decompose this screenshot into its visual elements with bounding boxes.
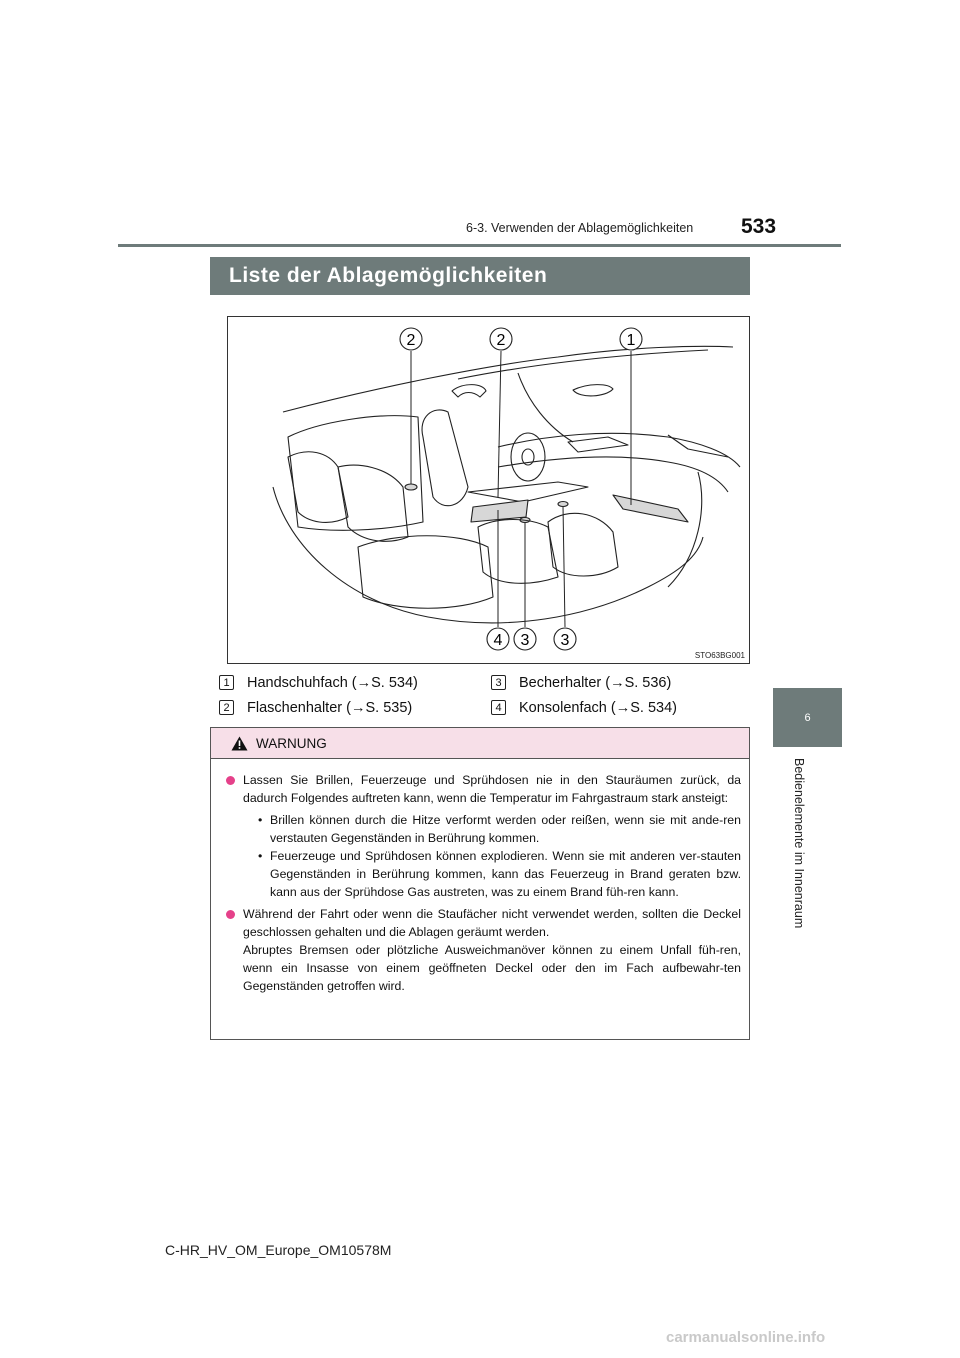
warning-title: WARNUNG: [256, 735, 327, 751]
legend-text: Becherhalter (→S. 536): [519, 675, 672, 691]
warning-subitem-text: Feuerzeuge und Sprühdosen können explodieren. Wenn sie mit anderen ver-stauten Gegenständen in Berührung kommen, kann das Feuerzeug in Brand geraten bzw. kann aus der Sprühdose Gas austreten, was zu einem Brand füh-ren kann.: [270, 849, 741, 899]
header-rule: [118, 244, 841, 247]
warning-sublist: [243, 811, 741, 901]
chapter-tab[interactable]: [773, 688, 842, 747]
running-header-section: 6-3. Verwenden der Ablagemöglichkeiten: [466, 221, 694, 235]
legend-item-glovebox[interactable]: [219, 675, 418, 691]
watermark: carmanualsonline.info: [666, 1329, 826, 1346]
pink-bullet-icon: [226, 776, 235, 785]
legend-number: 2: [219, 700, 234, 715]
warning-item: [226, 771, 741, 901]
legend-item-console-box[interactable]: [491, 700, 677, 716]
bullet-dot-icon: •: [258, 849, 263, 863]
legend-text: Konsolenfach (→S. 534): [519, 700, 677, 716]
warning-item-text: Während der Fahrt oder wenn die Staufächer nicht verwendet werden, sollten die Deckel geschlossen gehalten und die Ablagen geräumt werden.: [243, 907, 741, 939]
warning-subitem: [258, 847, 741, 901]
footer-document-id: C-HR_HV_OM_Europe_OM10578M: [165, 1242, 392, 1258]
callout-2b: 2: [496, 332, 506, 349]
section-title: Liste der Ablagemöglichkeiten: [210, 257, 750, 295]
legend-number: 1: [219, 675, 234, 690]
legend-item-cup-holder[interactable]: [491, 675, 671, 691]
callout-4: 4: [493, 632, 503, 649]
warning-item-text: Lassen Sie Brillen, Feuerzeuge und Sprühdosen nie in den Stauräumen zurück, da dadurch Folgendes auftreten kann, wenn die Temperatur im Fahrgastraum stark ansteigt:: [243, 773, 741, 805]
warning-item: [226, 905, 741, 995]
chapter-number: 6: [804, 711, 811, 724]
legend-number: 4: [491, 700, 506, 715]
warning-triangle-icon: [231, 736, 248, 751]
warning-header: [211, 728, 749, 759]
legend-text: Handschuhfach (→S. 534): [247, 675, 418, 691]
callout-3b: 3: [560, 632, 570, 649]
warning-body: [211, 759, 749, 995]
legend-number: 3: [491, 675, 506, 690]
pink-bullet-icon: [226, 910, 235, 919]
legend-item-bottle-holder[interactable]: [219, 700, 412, 716]
callout-2a: 2: [406, 332, 416, 349]
illustration-code: STO63BG001: [694, 651, 745, 660]
interior-illustration: [227, 316, 750, 664]
page-number: 533: [741, 215, 777, 238]
car-interior-drawing: [228, 317, 749, 663]
warning-item-text-2: Abruptes Bremsen oder plötzliche Ausweichmanöver können zu einem Unfall füh-ren, wenn ein Insasse von einem geöffneten Deckel oder den im Fach aufbewahr-ten Gegenständen getroffen wird.: [243, 943, 741, 993]
warning-box: [210, 727, 750, 1040]
legend-text: Flaschenhalter (→S. 535): [247, 700, 413, 716]
warning-subitem: [258, 811, 741, 847]
callout-3a: 3: [520, 632, 530, 649]
warning-subitem-text: Brillen können durch die Hitze verformt werden oder reißen, wenn sie mit ande-ren verstauten Gegenständen in Berührung kommen.: [270, 813, 741, 845]
callout-1: 1: [626, 332, 636, 349]
bullet-dot-icon: •: [258, 813, 263, 827]
chapter-title: Bedienelemente im Innenraum: [792, 758, 806, 929]
